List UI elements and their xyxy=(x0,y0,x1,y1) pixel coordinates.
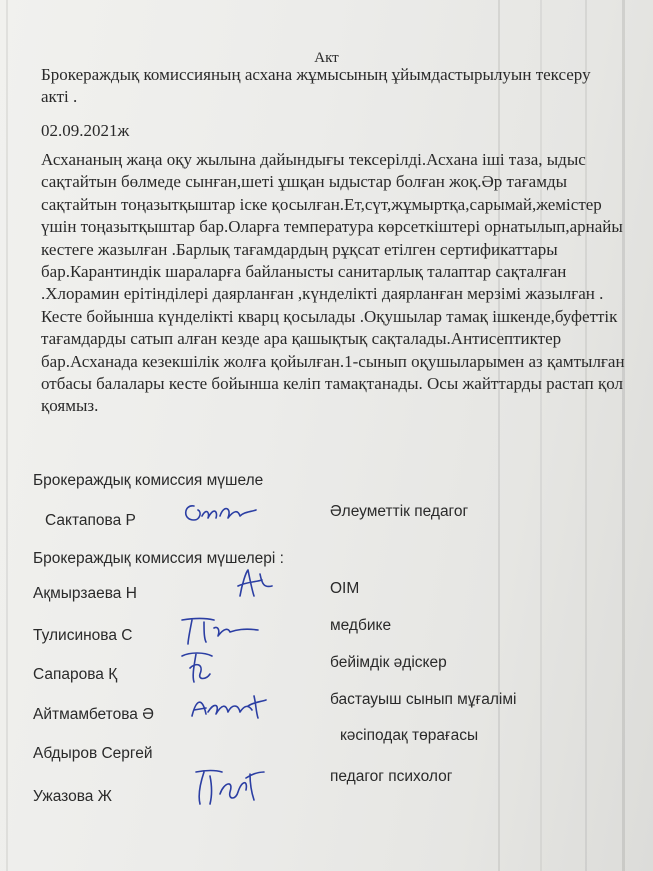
document-title: Акт xyxy=(314,50,339,66)
member-signature xyxy=(186,690,270,724)
member-name: Сапарова Қ xyxy=(33,666,118,683)
chair-name: Сактапова Р xyxy=(45,512,136,529)
member-signature xyxy=(232,566,280,602)
scan-streak xyxy=(540,0,542,871)
chair-signature xyxy=(180,498,260,528)
member-role: кәсіподақ төрағасы xyxy=(340,727,479,744)
document-body: Асхананың жаңа оқу жылына дайындығы тексерілді.Асхана іші таза, ыдыс сақтайтын бөлмеде сынған,шеті ұшқан ыдыстар болған жоқ.Әр тағамды сақтайтын тоңазытқыштар іске қосылған.Ет,сүт,жұмыртқа,сарымай,жемістер үшін тоңазытқыштар бар.Оларға температура көрсеткіштері орнатылып,арнайы кестеге жазылған .Барлық тағамдардың рұқсат етілген сертификаттары бар.Карантиндік шараларға байланысты санитарлық талаптар сақталған .Хлорамин ерітінділері даярланған ,күнделікті даярланған мерзімі жазылған . Кесте бойынша күнделікті кварц қосылады .Оқушылар тамақ ішкенде,буфеттік тағамдарды сатып алған кезде ара қашықтық сақталады.Антисептиктер бар.Асханада кезекшілік жолға қойылған.1-сынып оқушыларымен аз қамтылған отбасы балалары кесте бойынша келіп тамақтанады. Осы жайттарды растап қол қоямыз. xyxy=(41,150,625,416)
scan-streak xyxy=(6,0,8,871)
member-name: Айтмамбетова Ә xyxy=(33,706,154,723)
members-heading: Брокераждық комиссия мүшелері : xyxy=(33,550,284,567)
member-name: Абдыров Сергей xyxy=(33,745,153,762)
scan-streak xyxy=(622,0,625,871)
member-signature xyxy=(176,646,220,686)
member-role: бейімдік әдіскер xyxy=(330,654,447,671)
member-role: медбике xyxy=(330,617,392,634)
chair-role: Әлеуметтік педагог xyxy=(330,503,469,520)
document-subject: Брокераждық комиссияның асхана жұмысының ұйымдастырылуын тексеру акті . xyxy=(41,65,591,106)
member-role: бастауыш сынып мұғалімі xyxy=(330,691,517,708)
chair-heading: Брокераждық комиссия мүшеле xyxy=(33,472,264,489)
member-name: Ақмырзаева Н xyxy=(33,585,137,602)
member-signature xyxy=(174,612,266,648)
document-date: 02.09.2021ж xyxy=(41,121,130,140)
member-signature xyxy=(190,764,268,808)
member-role: ОІМ xyxy=(330,580,360,597)
scan-streak xyxy=(585,0,587,871)
member-name: Тулисинова С xyxy=(33,627,133,644)
member-name: Ужазова Ж xyxy=(33,788,112,805)
member-role: педагог психолог xyxy=(330,768,453,785)
scan-streak xyxy=(498,0,500,871)
